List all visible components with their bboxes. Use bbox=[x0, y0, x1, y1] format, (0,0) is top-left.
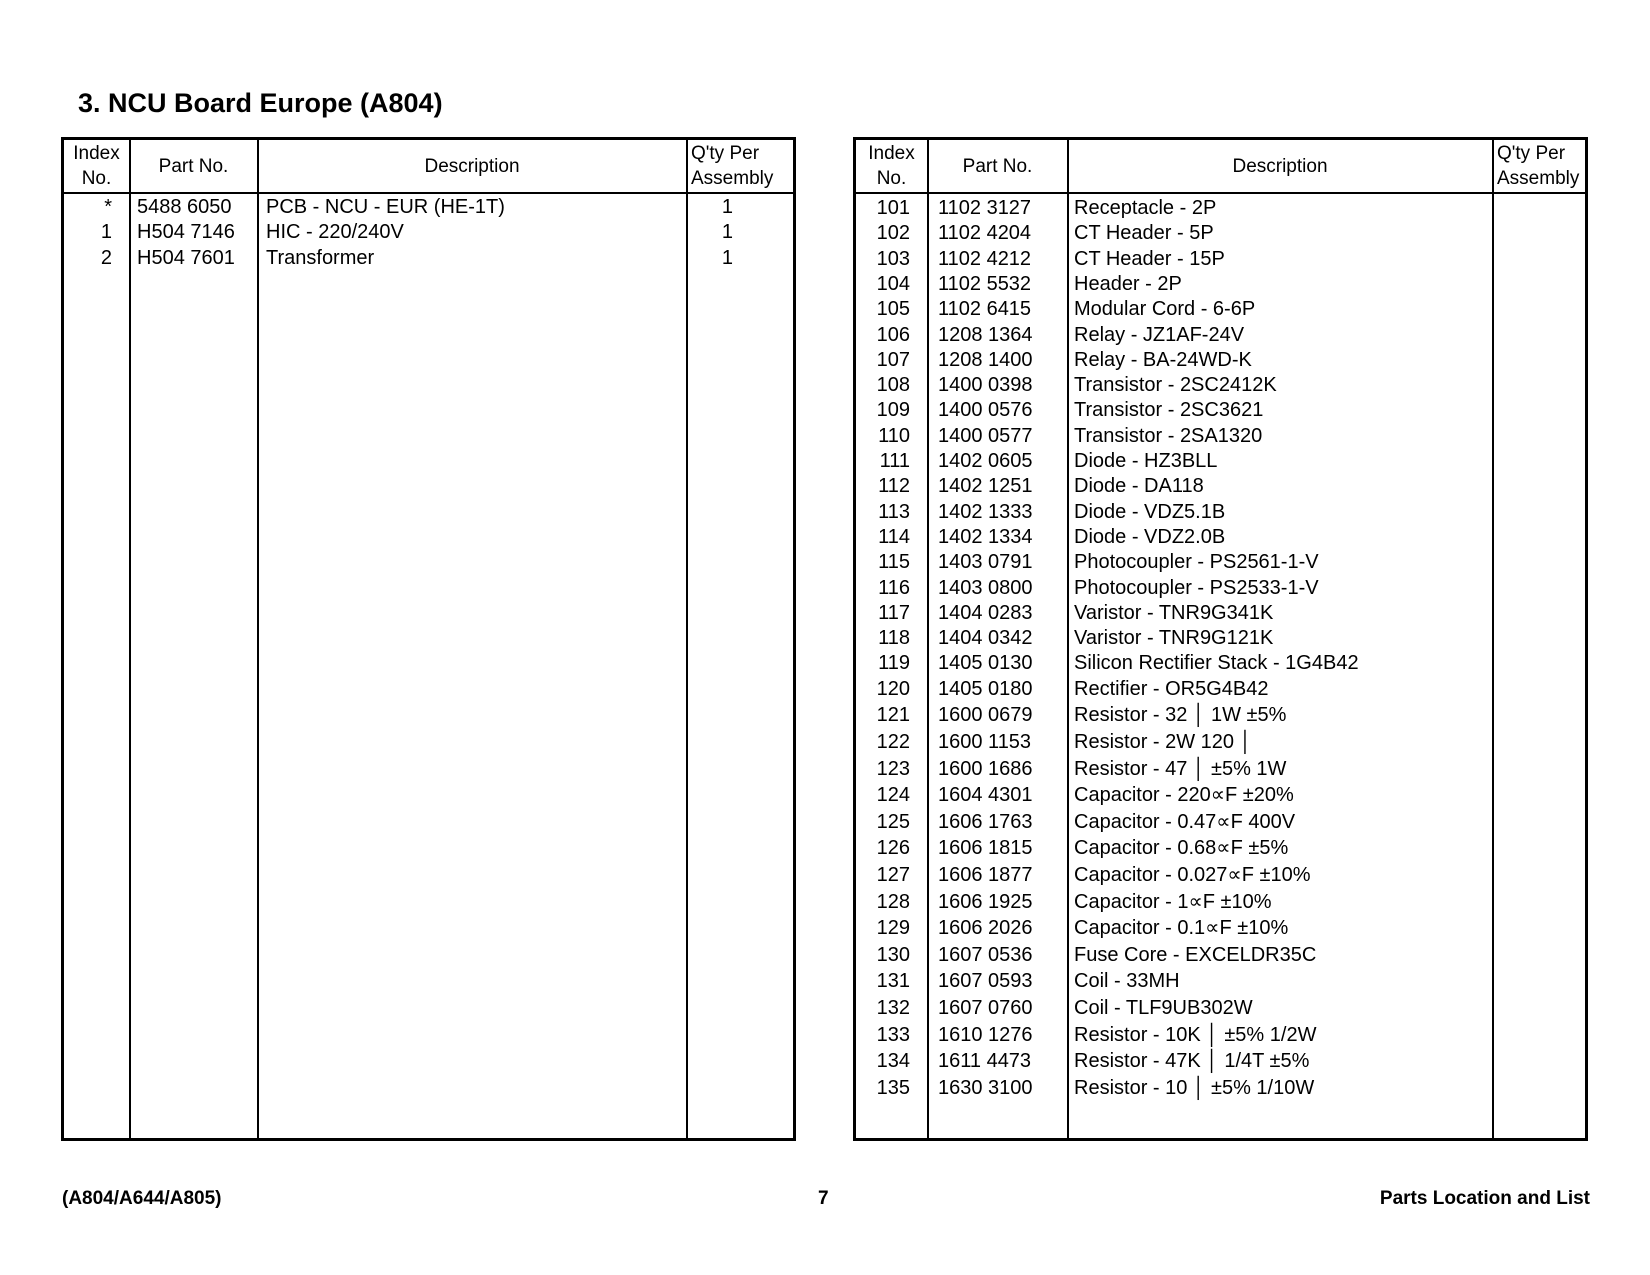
table-row bbox=[64, 194, 793, 220]
cell-description: Silicon Rectifier Stack - 1G4B42 bbox=[1074, 652, 1359, 675]
cell-description: Resistor - 47 │ ±5% 1W bbox=[1074, 757, 1287, 780]
cell-index: 2 bbox=[100, 246, 112, 269]
cell-index: 124 bbox=[876, 784, 910, 807]
cell-description: CT Header - 5P bbox=[1074, 222, 1214, 245]
table-row bbox=[856, 246, 1585, 272]
parts-table-right bbox=[853, 137, 1588, 1141]
cell-part-no: 1611 4473 bbox=[938, 1050, 1032, 1073]
table-row bbox=[856, 549, 1585, 575]
column-divider bbox=[257, 140, 259, 1138]
cell-index: 104 bbox=[876, 272, 910, 295]
table-row bbox=[856, 995, 1585, 1021]
cell-part-no: H504 7601 bbox=[137, 246, 235, 269]
table-row bbox=[856, 347, 1585, 373]
cell-index: 107 bbox=[876, 348, 910, 371]
cell-index: 133 bbox=[876, 1023, 910, 1046]
table-row bbox=[856, 1075, 1585, 1101]
column-divider bbox=[129, 140, 131, 1138]
table-row bbox=[856, 942, 1585, 968]
cell-description: Transistor - 2SC2412K bbox=[1074, 374, 1277, 397]
cell-description: PCB - NCU - EUR (HE-1T) bbox=[266, 196, 505, 218]
cell-part-no: 1208 1400 bbox=[938, 348, 1033, 371]
cell-index: 127 bbox=[876, 863, 910, 886]
footer-section-title: Parts Location and List bbox=[1379, 1188, 1590, 1209]
cell-description: Resistor - 2W 120 │ bbox=[1074, 730, 1253, 753]
cell-index: 126 bbox=[876, 837, 910, 860]
table-row bbox=[856, 448, 1585, 474]
cell-qty: 1 bbox=[721, 196, 733, 218]
cell-part-no: 1600 1686 bbox=[938, 757, 1033, 780]
cell-index: 106 bbox=[876, 323, 910, 346]
cell-index: 121 bbox=[876, 704, 910, 727]
cell-part-no: 1606 1815 bbox=[938, 837, 1033, 860]
cell-description: Relay - BA-24WD-K bbox=[1074, 348, 1252, 371]
header-index: Index No. bbox=[73, 143, 120, 189]
parts-table-left bbox=[61, 137, 796, 1141]
cell-part-no: 1400 0398 bbox=[938, 374, 1033, 397]
table-row bbox=[856, 600, 1585, 626]
cell-part-no: 1630 3100 bbox=[938, 1076, 1033, 1099]
cell-description: Coil - 33MH bbox=[1074, 970, 1180, 993]
cell-part-no: 1606 2026 bbox=[938, 917, 1033, 940]
cell-part-no: 1403 0800 bbox=[938, 576, 1033, 599]
header-description: Description bbox=[1232, 155, 1328, 177]
cell-index: 119 bbox=[878, 652, 910, 675]
table-row bbox=[856, 473, 1585, 499]
cell-part-no: 1400 0576 bbox=[938, 399, 1033, 422]
page-title: 3. NCU Board Europe (A804) bbox=[78, 88, 443, 118]
cell-index: 109 bbox=[876, 399, 910, 422]
cell-description: Diode - VDZ5.1B bbox=[1074, 500, 1226, 523]
cell-description: Diode - DA118 bbox=[1074, 475, 1204, 498]
table-row bbox=[856, 650, 1585, 676]
table-row bbox=[856, 676, 1585, 702]
cell-description: Transformer bbox=[266, 246, 375, 269]
cell-part-no: 1402 0605 bbox=[938, 450, 1033, 472]
cell-description: Coil - TLF9UB302W bbox=[1074, 996, 1253, 1019]
cell-part-no: 1606 1763 bbox=[938, 810, 1033, 833]
cell-description: Capacitor - 0.027∝F ±10% bbox=[1074, 863, 1311, 886]
cell-description: Fuse Core - EXCELDR35C bbox=[1074, 943, 1317, 966]
table-row bbox=[856, 296, 1585, 322]
table-row bbox=[856, 809, 1585, 835]
table-row bbox=[856, 271, 1585, 297]
header-index: Index No. bbox=[868, 143, 915, 189]
table-row bbox=[856, 729, 1585, 755]
cell-part-no: 1404 0283 bbox=[938, 601, 1033, 624]
cell-part-no: 1405 0180 bbox=[938, 677, 1033, 700]
cell-index: 131 bbox=[876, 970, 910, 993]
cell-index: 123 bbox=[876, 757, 910, 780]
cell-description: Photocoupler - PS2533-1-V bbox=[1074, 576, 1319, 599]
cell-part-no: 1102 4212 bbox=[938, 247, 1032, 270]
cell-description: Relay - JZ1AF-24V bbox=[1074, 323, 1245, 346]
table-row bbox=[856, 862, 1585, 888]
cell-part-no: 1102 4204 bbox=[938, 222, 1032, 245]
cell-part-no: 1102 3127 bbox=[938, 197, 1032, 219]
cell-part-no: 1607 0760 bbox=[938, 996, 1033, 1019]
cell-description: Diode - HZ3BLL bbox=[1074, 450, 1218, 472]
cell-index: 128 bbox=[876, 890, 910, 913]
cell-index: 135 bbox=[876, 1076, 910, 1099]
footer-page-number: 7 bbox=[818, 1188, 829, 1209]
cell-part-no: 1607 0593 bbox=[938, 970, 1033, 993]
cell-part-no: 1403 0791 bbox=[938, 551, 1033, 574]
cell-index: 114 bbox=[878, 525, 910, 548]
cell-part-no: 1604 4301 bbox=[938, 784, 1033, 807]
table-row bbox=[856, 372, 1585, 398]
table-row bbox=[856, 397, 1585, 423]
table-row bbox=[856, 524, 1585, 550]
cell-qty: 1 bbox=[721, 246, 733, 269]
header-part-no: Part No. bbox=[158, 155, 229, 177]
cell-part-no: 1402 1334 bbox=[938, 525, 1033, 548]
cell-description: Resistor - 47K │ 1/4T ±5% bbox=[1074, 1050, 1310, 1073]
cell-index: 1 bbox=[100, 221, 112, 244]
cell-description: Resistor - 10K │ ±5% 1/2W bbox=[1074, 1023, 1317, 1046]
table-row bbox=[856, 756, 1585, 782]
cell-index: 118 bbox=[878, 627, 910, 650]
cell-part-no: 5488 6050 bbox=[137, 196, 232, 218]
cell-index: 111 bbox=[879, 450, 910, 472]
cell-description: Photocoupler - PS2561-1-V bbox=[1074, 551, 1319, 574]
cell-description: HIC - 220/240V bbox=[266, 221, 404, 244]
cell-part-no: 1405 0130 bbox=[938, 652, 1033, 675]
cell-description: Capacitor - 0.47∝F 400V bbox=[1074, 810, 1296, 833]
table-row bbox=[856, 782, 1585, 808]
table-row bbox=[856, 702, 1585, 728]
cell-description: Receptacle - 2P bbox=[1074, 197, 1217, 219]
table-row bbox=[856, 1048, 1585, 1074]
cell-description: Diode - VDZ2.0B bbox=[1074, 525, 1226, 548]
cell-description: Modular Cord - 6-6P bbox=[1074, 298, 1256, 321]
cell-index: 115 bbox=[878, 551, 910, 574]
cell-index: 132 bbox=[876, 996, 910, 1019]
cell-description: Capacitor - 1∝F ±10% bbox=[1074, 890, 1272, 913]
table-row bbox=[856, 968, 1585, 994]
cell-part-no: 1404 0342 bbox=[938, 627, 1033, 650]
cell-index: 101 bbox=[876, 197, 910, 219]
table-row bbox=[856, 423, 1585, 449]
table-row bbox=[856, 575, 1585, 601]
cell-index: 129 bbox=[876, 917, 910, 940]
cell-part-no: 1606 1925 bbox=[938, 890, 1033, 913]
table-row bbox=[856, 625, 1585, 651]
cell-index: * bbox=[104, 196, 112, 218]
cell-part-no: H504 7146 bbox=[137, 221, 235, 244]
cell-description: Resistor - 10 │ ±5% 1/10W bbox=[1074, 1076, 1315, 1099]
table-row bbox=[856, 835, 1585, 861]
cell-part-no: 1102 6415 bbox=[938, 298, 1032, 321]
cell-part-no: 1606 1877 bbox=[938, 863, 1033, 886]
cell-description: Transistor - 2SC3621 bbox=[1074, 399, 1264, 422]
cell-description: Transistor - 2SA1320 bbox=[1074, 424, 1263, 447]
header-qty: Q'ty Per Assembly bbox=[1497, 143, 1580, 189]
header-part-no: Part No. bbox=[962, 155, 1033, 177]
cell-part-no: 1102 5532 bbox=[938, 272, 1032, 295]
cell-part-no: 1610 1276 bbox=[938, 1023, 1033, 1046]
cell-description: Capacitor - 0.68∝F ±5% bbox=[1074, 837, 1289, 860]
table-row bbox=[856, 1022, 1585, 1048]
cell-index: 134 bbox=[876, 1050, 910, 1073]
table-row bbox=[64, 219, 793, 245]
cell-part-no: 1600 1153 bbox=[938, 730, 1032, 753]
table-row bbox=[856, 195, 1585, 221]
cell-index: 120 bbox=[876, 677, 910, 700]
cell-index: 108 bbox=[876, 374, 910, 397]
cell-index: 130 bbox=[876, 943, 910, 966]
cell-description: CT Header - 15P bbox=[1074, 247, 1225, 270]
cell-index: 113 bbox=[878, 500, 910, 523]
table-row bbox=[856, 499, 1585, 525]
cell-index: 105 bbox=[876, 298, 910, 321]
footer-model-numbers: (A804/A644/A805) bbox=[62, 1188, 222, 1209]
cell-description: Capacitor - 0.1∝F ±10% bbox=[1074, 917, 1289, 940]
table-row bbox=[64, 245, 793, 271]
table-row bbox=[856, 889, 1585, 915]
table-row bbox=[856, 322, 1585, 348]
header-description: Description bbox=[424, 155, 520, 177]
cell-index: 122 bbox=[876, 730, 910, 753]
cell-index: 125 bbox=[876, 810, 910, 833]
cell-index: 117 bbox=[878, 601, 910, 624]
header-qty: Q'ty Per Assembly bbox=[691, 143, 774, 189]
cell-description: Resistor - 32 │ 1W ±5% bbox=[1074, 704, 1287, 727]
cell-description: Varistor - TNR9G341K bbox=[1074, 601, 1274, 624]
column-divider bbox=[686, 140, 688, 1138]
table-row bbox=[856, 915, 1585, 941]
cell-qty: 1 bbox=[721, 221, 733, 244]
cell-index: 110 bbox=[878, 424, 910, 447]
cell-description: Capacitor - 220∝F ±20% bbox=[1074, 784, 1294, 807]
header-divider bbox=[856, 192, 1585, 194]
cell-description: Varistor - TNR9G121K bbox=[1074, 627, 1274, 650]
cell-description: Rectifier - OR5G4B42 bbox=[1074, 677, 1269, 700]
cell-part-no: 1607 0536 bbox=[938, 943, 1033, 966]
cell-part-no: 1402 1333 bbox=[938, 500, 1033, 523]
cell-index: 102 bbox=[876, 222, 910, 245]
cell-index: 103 bbox=[876, 247, 910, 270]
table-row bbox=[856, 220, 1585, 246]
cell-description: Header - 2P bbox=[1074, 272, 1182, 295]
cell-part-no: 1402 1251 bbox=[938, 475, 1033, 498]
cell-part-no: 1600 0679 bbox=[938, 704, 1033, 727]
cell-part-no: 1208 1364 bbox=[938, 323, 1033, 346]
cell-index: 112 bbox=[878, 475, 910, 498]
cell-part-no: 1400 0577 bbox=[938, 424, 1033, 447]
cell-index: 116 bbox=[878, 576, 910, 599]
